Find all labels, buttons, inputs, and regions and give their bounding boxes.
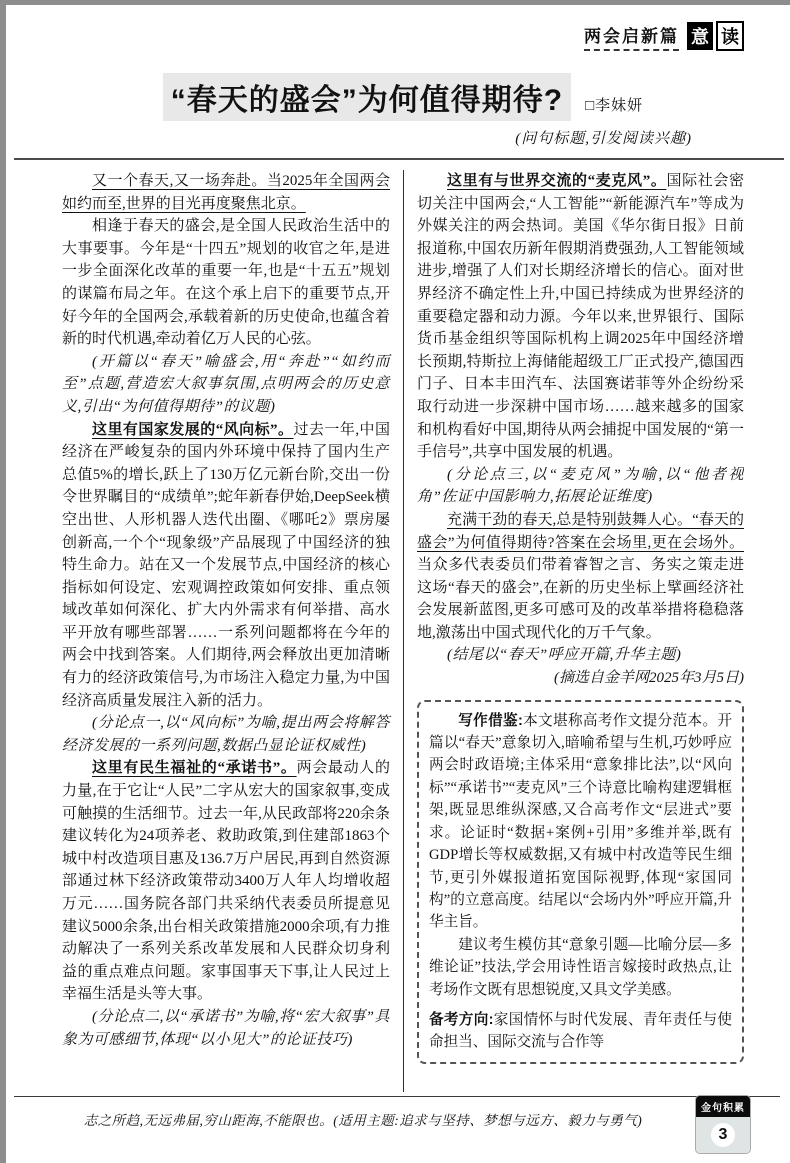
section-label: 两会启新篇 (584, 22, 679, 51)
footer-divider (14, 1096, 780, 1097)
annotation-paragraph: (分论点三,以“麦克风”为喻,以“他者视角”佐证中国影响力,拓展论证维度) (417, 466, 744, 506)
badge-title: 金句积累 (696, 1096, 750, 1117)
column-badge (687, 21, 744, 51)
article-title: “春天的盛会”为何值得期待? (163, 73, 571, 121)
annotation-paragraph: (分论点二,以“承诺书”为喻,将“宏大叙事”具象为可感细节,体现“以小见大”的论证技巧) (62, 1008, 390, 1048)
page-number: 3 (711, 1123, 735, 1147)
exam-prep-text: 家国情怀与时代发展、青年责任与使命担当、国际交流与合作等 (429, 1011, 732, 1051)
exam-prep-paragraph (429, 1009, 732, 1054)
exam-prep-label: 备考方向: (429, 1011, 494, 1028)
right-column (403, 170, 744, 1092)
header-divider (14, 158, 784, 160)
article-paragraph: 这里有国家发展的“风向标”。过去一年,中国经济在严峻复杂的国内外环境中保持了国内生产总值5%的增长,跃上了130万亿元新台阶,交出一份令世界瞩目的“成绩单”;蛇年新春伊始,DeepSeek横空出世、人形机器人迭代出圈、《哪吒2》票房屡创新高,一个个“现象级”产品展现了中国经济的独特生命力。站在又一个发展节点,中国经济的核心指标如何设定、宏观调控政策如何安排、重点领域改革如何深化、扩大内外需求有何举措、高水平开放有哪些部署……一系列问题都将在今年的两会中找到答案。人们期待,两会释放出更加清晰有力的经济政策信号,为市场注入稳定力量,为中国经济高质量发展注入新的活力。 (62, 421, 390, 709)
annotation-paragraph: (分论点一,以“风向标”为喻,提出两会将解答经济发展的一系列问题,数据凸显论证权威性) (62, 715, 390, 754)
badge-body (696, 1117, 750, 1153)
annotation-paragraph: (开篇以“春天”喻盛会,用“奔赴”“如约而至”点题,营造宏大叙事氛围,点明两会的历史意义,引出“为何值得期待”的议题) (62, 353, 390, 415)
article-paragraph: 相逢于春天的盛会,是全国人民政治生活中的大事要事。今年是“十四五”规划的收官之年,是进一步全面深化改革的重要一年,也是“十五五”规划的谋篇布局之年。在这个承上启下的重要节点,开好今年的全国两会,承载着新的历史使命,也蕴含着新的时代机遇,牵动着亿万人民的心弦。 (62, 218, 390, 348)
title-annotation: (问句标题,引发阅读兴趣) (515, 131, 692, 147)
title-row (62, 73, 744, 121)
writing-reference-text: 本文堪称高考作文提分范本。开篇以“春天”意象切入,暗喻希望与生机,巧妙呼应两会时政语境;主体采用“意象排比法”,以“风向标”“承诺书”“麦克风”三个诗意比喻构建逻辑框架,既显思维纵深感,又合高考作文“层进式”要求。论证时“数据+案例+引用”多维并举,既有GDP增长等权威数据,又有城中村改造等民生细节,更引外媒报道拓宽国际视野,体现“家国同构”的立意高度。结尾以“会场内外”呼应开篇,升华主旨。 (429, 712, 732, 931)
writing-reference-paragraph (429, 710, 732, 934)
author-byline: □李妹妍 (585, 98, 644, 114)
paragraph-lead: 这里有与世界交流的“麦克风”。 (447, 173, 667, 189)
badge-char-yi: 意 (687, 22, 713, 50)
paragraph-lead: 这里有民生福祉的“承诺书”。 (92, 760, 297, 777)
right-column-paragraphs (417, 170, 744, 690)
article-paragraph: 充满干劲的春天,总是特别鼓舞人心。“春天的盛会”为何值得期待?答案在会场里,更在会场外。当众多代表委员们带着睿智之言、务实之策走进这场“春天的盛会”,在新的历史坐标上擘画经济社会发展新蓝图,更多可感可及的改革举措将稳稳落地,激荡出中国式现代化的万千气象。 (417, 511, 744, 641)
paragraph-lead: 充满干劲的春天,总是特别鼓舞人心。“春天的盛会”为何值得期待?答案在会场里,更在会场外。 (417, 511, 744, 551)
page-number-badge (696, 1096, 750, 1153)
annotation-paragraph: (结尾以“春天”呼应开篇,升华主题) (447, 647, 682, 664)
article-body (62, 170, 744, 1092)
article-paragraph: 这里有民生福祉的“承诺书”。两会最动人的力量,在于它让“人民”二字从宏大的国家叙事,变成可触摸的生活细节。过去一年,从民政部将220余条建议转化为24项养老、救助政策,到住建部1863个城中村改造项目惠及136.7万户居民,再到自然资源部通过林下经济政策带动3400万人年人均增收超万元……国务院各部门共采纳代表委员所提意见建议5000余条,出台相关政策措施2000余项,有力推动解决了一系列关系改革发展和人民群众切身利益的重点难点问题。家事国事天下事,让人民过上幸福生活是头等大事。 (62, 760, 390, 1003)
source-note: (摘选自金羊网2025年3月5日) (554, 670, 744, 687)
writing-reference-box (417, 700, 744, 1064)
page-header (62, 21, 744, 51)
left-column (62, 170, 403, 1092)
badge-char-du: 读 (716, 21, 744, 51)
writing-reference-label: 写作借鉴: (458, 712, 523, 729)
writing-advice-paragraph: 建议考生模仿其“意象引题—比喻分层—多维论证”技法,学会用诗性语言嫁接时政热点,让考场作文既有思想锐度,又具文学美感。 (429, 936, 732, 998)
footer-quote: 志之所趋,无远弗届,穷山距海,不能限也。(适用主题:追求与坚持、梦想与远方、毅力与勇气) (83, 1113, 643, 1128)
paragraph-lead: 这里有国家发展的“风向标”。 (92, 421, 294, 438)
article-paragraph: 这里有与世界交流的“麦克风”。国际社会密切关注中国两会,“人工智能”“新能源汽车”等成为外媒关注的两会热词。美国《华尔街日报》日前报道称,中国农历新年假期消费强劲,人工智能领域进步,增强了人们对长期经济增长的信心。面对世界经济不确定性上升,中国已持续成为世界经济的重要稳定器和动力源。今年以来,世界银行、国际货币基金组织等国际机构上调2025年中国经济增长预期,特斯拉上海储能超级工厂正式投产,德国西门子、日本丰田汽车、法国赛诺菲等外企纷纷采取行动进一步深耕中国市场……越来越多的国家和机构看好中国,期待从两会捕捉中国发展的“第一手信号”,共享中国发展的机遇。 (417, 173, 744, 461)
article-paragraph: 又一个春天,又一场奔赴。当2025年全国两会如约而至,世界的目光再度聚焦北京。 (62, 173, 390, 212)
